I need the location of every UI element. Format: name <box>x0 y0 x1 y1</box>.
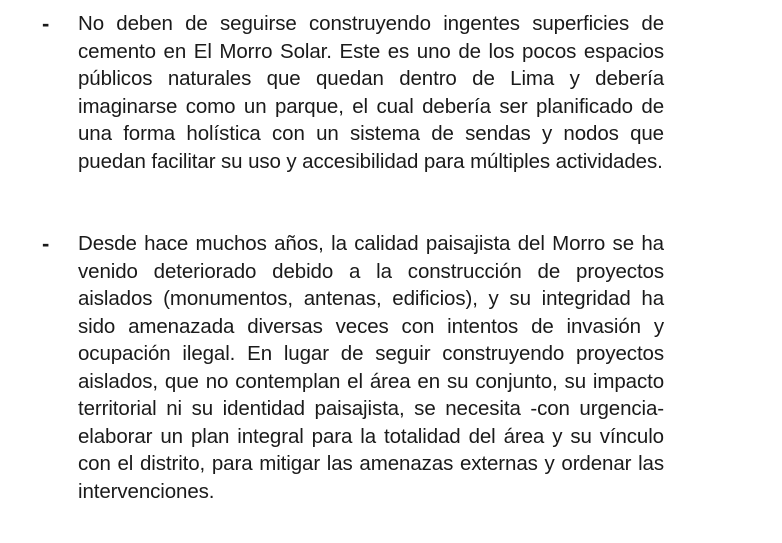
bullet-dash: - <box>42 11 50 36</box>
bullet-dash: - <box>42 231 50 256</box>
paragraph-landscape-quality: Desde hace muchos años, la calidad paisajista del Morro se ha venido deteriorado debido a la construcción de proyectos aislados (monumentos, antenas, edificios), y su integridad ha sido amenazada diversas veces con intentos de invasión y ocupación ilegal. En lugar de seguir construyendo proyectos aislados, que no contemplan el área en su conjunto, su impacto territorial ni su identidad paisajista, se necesita -con urgencia- elaborar un plan integral para la totalidad del área y su vínculo con el distrito, para mitigar las amenazas externas y ordenar las intervenciones. <box>78 232 664 503</box>
paragraph-cement-surfaces: No deben de seguirse construyendo ingentes superficies de cemento en El Morro Solar. Este es uno de los pocos espacios públicos naturales que quedan dentro de Lima y debería imaginarse como un parque, el cual debería ser planificado de una forma holística con un sistema de sendas y nodos que puedan facilitar su uso y accesibilidad para múltiples actividades. <box>78 12 664 173</box>
